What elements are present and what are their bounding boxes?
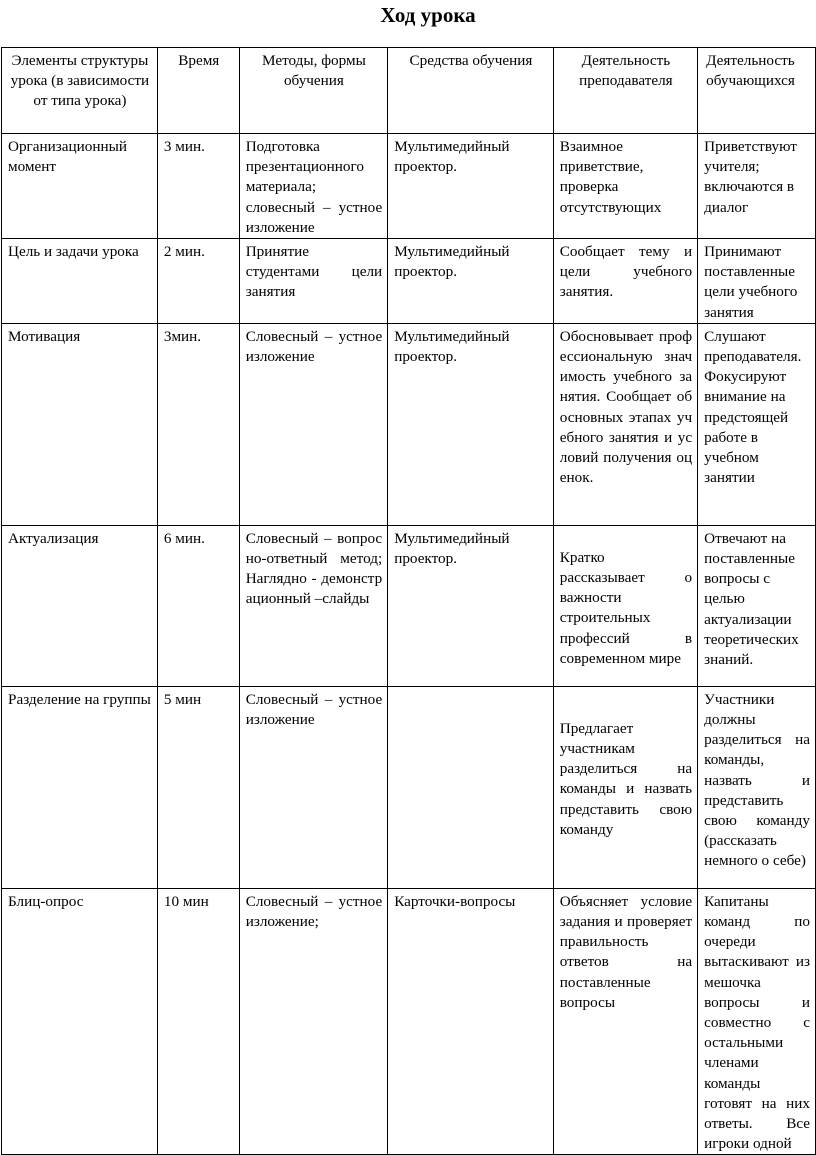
row-time: 6 мин. — [157, 525, 239, 686]
row-teacher: Сообщает тему и цели учебного занятия. — [553, 239, 697, 324]
row-tools: Мультимедийный проектор. — [388, 525, 554, 686]
row-teacher: Объясняет условие задания и проверяет правильность ответов на поставленные вопросы — [553, 888, 697, 1155]
row-element: Цель и задачи урока — [2, 239, 158, 324]
row-methods: Подготовка презентационного материала; словесный – устное изложение — [239, 134, 387, 239]
row-teacher: Предлагает участникам разделиться на команды и назвать представить свою команду — [553, 686, 697, 888]
table-row — [2, 686, 816, 888]
table-row — [2, 888, 816, 1155]
header-methods: Методы, формы обучения — [239, 48, 387, 134]
row-time: 2 мин. — [157, 239, 239, 324]
row-time: 3мин. — [157, 323, 239, 525]
row-time: 3 мин. — [157, 134, 239, 239]
row-tools: Мультимедийный проектор. — [388, 134, 554, 239]
row-students: Принимают поставленные цели учебного занятия — [698, 239, 816, 324]
row-methods: Словесный – устное изложение — [239, 323, 387, 525]
header-elements: Элементы структуры урока (в зависимости от типа урока) — [2, 48, 158, 134]
header-row — [2, 48, 816, 134]
row-tools: Карточки-вопросы — [388, 888, 554, 1155]
row-time: 10 мин — [157, 888, 239, 1155]
lesson-plan-table — [1, 47, 816, 1155]
table-row — [2, 239, 816, 324]
row-element: Актуализация — [2, 525, 158, 686]
header-tools: Средства обучения — [388, 48, 554, 134]
row-methods: Принятие студентами цели занятия — [239, 239, 387, 324]
row-methods: Словесный – устное изложение — [239, 686, 387, 888]
row-students: Слушают преподавателя. Фокусируют внимание на предстоящей работе в учебном занятии — [698, 323, 816, 525]
row-teacher: Кратко рассказывает о важности строительных профессий в современном мире — [553, 525, 697, 686]
header-teacher: Деятельность преподавателя — [553, 48, 697, 134]
row-tools: Мультимедийный проектор. — [388, 239, 554, 324]
row-students: Участники должны разделиться на команды, назвать и представить свою команду (рассказать немного о себе) — [698, 686, 816, 888]
row-students: Приветствуют учителя; включаются в диалог — [698, 134, 816, 239]
row-element: Блиц-опрос — [2, 888, 158, 1155]
row-element: Разделение на группы — [2, 686, 158, 888]
row-students: Отвечают на поставленные вопросы с целью актуализации теоретических знаний. — [698, 525, 816, 686]
row-students: Капитаны команд по очереди вытаскивают из мешочка вопросы и совместно с остальными членами команды готовят на них ответы. Все игроки одной — [698, 888, 816, 1155]
row-element: Организационный момент — [2, 134, 158, 239]
row-teacher: Обосновывает профессиональную значимость учебного занятия. Сообщает об основных этапах учебного занятия и условий получения оценок. — [553, 323, 697, 525]
row-methods: Словесный – вопросно-ответный метод; Наглядно - демонстрационный –слайды — [239, 525, 387, 686]
table-row — [2, 134, 816, 239]
row-element: Мотивация — [2, 323, 158, 525]
row-methods: Словесный – устное изложение; — [239, 888, 387, 1155]
header-students: Деятельность обучающихся — [698, 48, 816, 134]
row-time: 5 мин — [157, 686, 239, 888]
page-title: Ход урока — [380, 3, 476, 27]
row-tools: Мультимедийный проектор. — [388, 323, 554, 525]
header-time: Время — [157, 48, 239, 134]
row-teacher: Взаимное приветствие, проверка отсутствующих — [553, 134, 697, 239]
table-row — [2, 525, 816, 686]
row-tools — [388, 686, 554, 888]
table-row — [2, 323, 816, 525]
